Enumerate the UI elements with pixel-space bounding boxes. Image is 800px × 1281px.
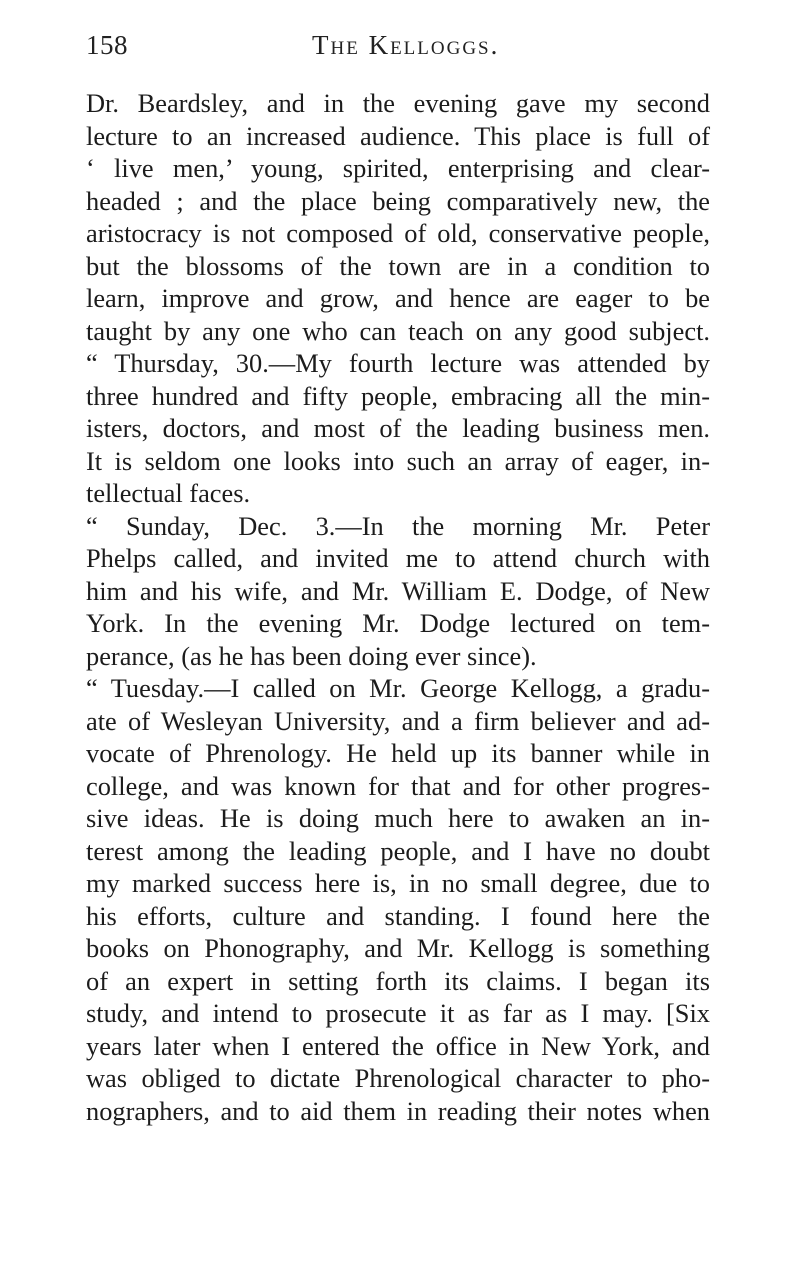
running-title: The Kelloggs. (312, 30, 500, 60)
text-line: his efforts, culture and standing. I found here the (86, 900, 710, 931)
text-line: vocate of Phrenology. He held up its banner while in (86, 738, 710, 768)
text-line: tellectual faces. (86, 478, 251, 508)
text-line: Phelps called, and invited me to attend church with (86, 543, 710, 573)
text-line: isters, doctors, and most of the leading business men. (86, 413, 710, 443)
text-line: “ Sunday, Dec. 3.—In the morning Mr. Peter (86, 510, 710, 541)
text-line: ate of Wesleyan University, and a firm believer and ad- (86, 705, 710, 736)
text-line: terest among the leading people, and I have no doubt (86, 835, 710, 866)
text-line: “ Tuesday.—I called on Mr. George Kellogg, a gradu- (86, 673, 710, 703)
text-line: aristocracy is not composed of old, conservative people, (86, 218, 710, 248)
running-head (86, 30, 706, 60)
page-number: 158 (86, 30, 128, 60)
text-line: Dr. Beardsley, and in the evening gave my second (86, 88, 710, 118)
text-line: three hundred and fifty people, embracing all the min- (86, 380, 710, 411)
text-line: headed ; and the place being comparatively new, the (86, 185, 710, 216)
text-line: lecture to an increased audience. This place is full of (86, 120, 710, 151)
text-line: York. In the evening Mr. Dodge lectured on tem- (86, 608, 710, 638)
text-line: nographers, and to aid them in reading their notes when (86, 1095, 710, 1126)
text-line: perance, (as he has been doing ever since). (86, 640, 537, 671)
text-line: ‘ live men,’ young, spirited, enterprising and clear- (86, 153, 710, 183)
text-line: It is seldom one looks into such an array of eager, in- (86, 445, 710, 476)
text-line: study, and intend to prosecute it as far as I may. [Six (86, 998, 710, 1028)
text-line: of an expert in setting forth its claims. I began its (86, 965, 710, 996)
text-line: him and his wife, and Mr. William E. Dodge, of New (86, 575, 710, 606)
text-line: “ Thursday, 30.—My fourth lecture was attended by (86, 348, 710, 378)
body-text (86, 87, 710, 1127)
text-line: was obliged to dictate Phrenological character to pho- (86, 1063, 710, 1093)
text-line: sive ideas. He is doing much here to awaken an in- (86, 803, 710, 833)
text-line: college, and was known for that and for other progres- (86, 770, 710, 801)
text-line: taught by any one who can teach on any good subject. (86, 315, 710, 346)
text-line: but the blossoms of the town are in a condition to (86, 250, 710, 281)
text-line: years later when I entered the office in New York, and (86, 1030, 710, 1061)
text-line: books on Phonography, and Mr. Kellogg is something (86, 933, 710, 963)
text-line: my marked success here is, in no small degree, due to (86, 868, 710, 898)
text-line: learn, improve and grow, and hence are eager to be (86, 283, 710, 313)
